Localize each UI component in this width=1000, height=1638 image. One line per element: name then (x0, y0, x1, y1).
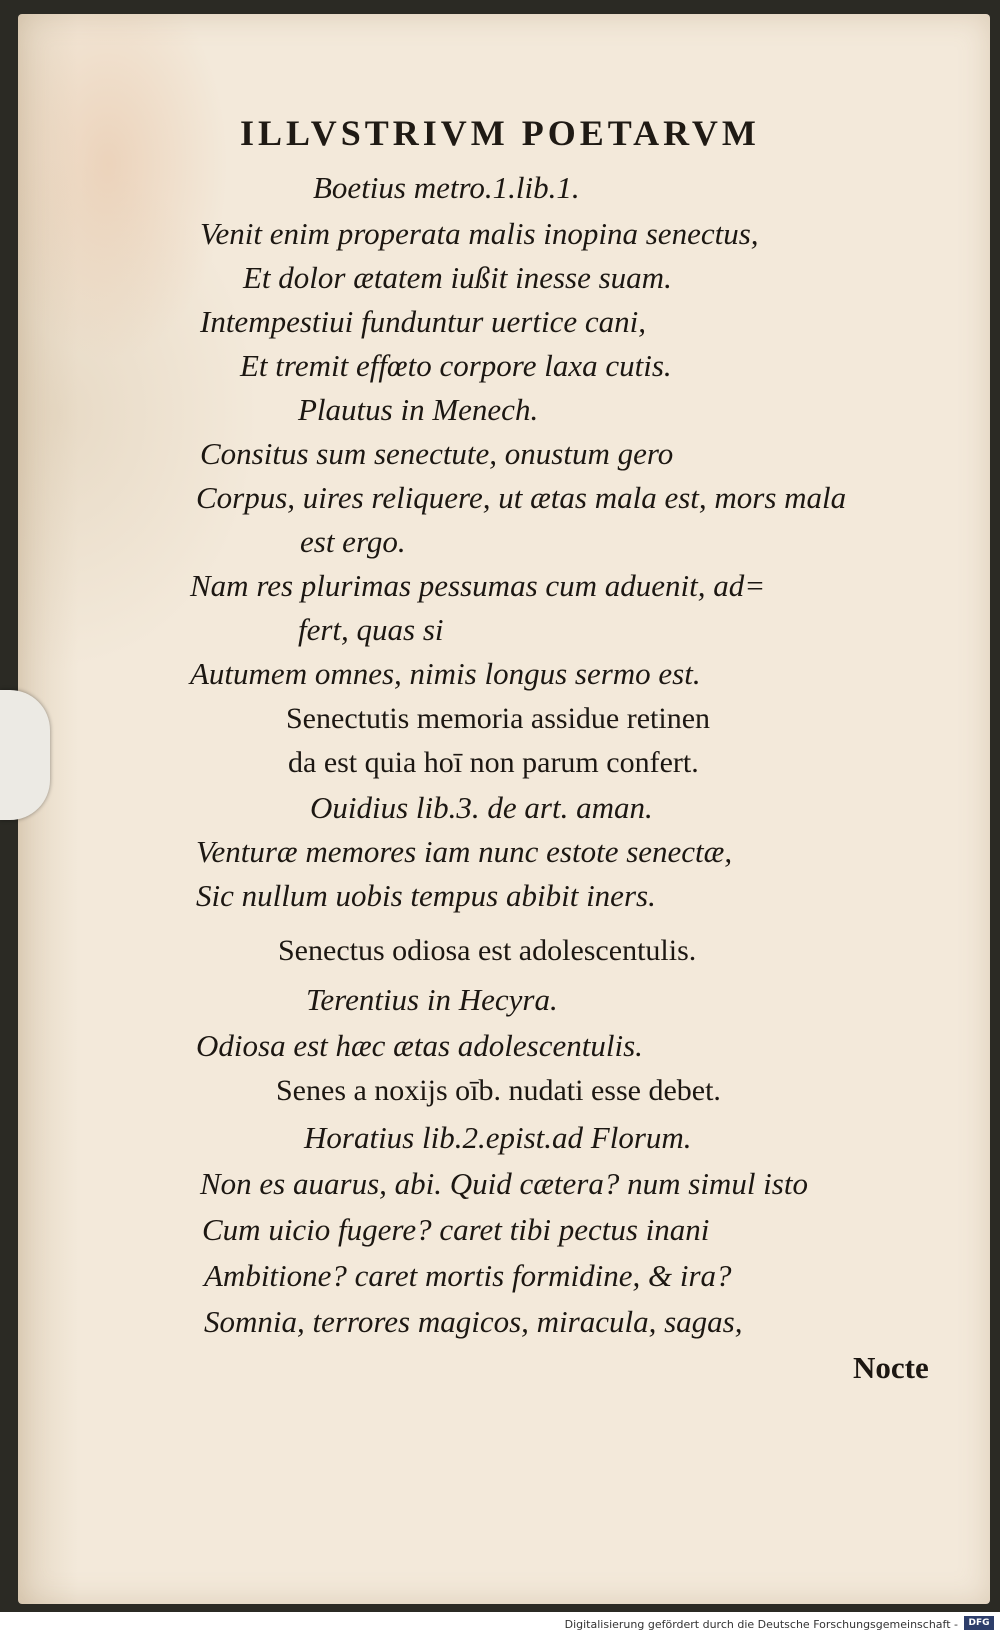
dfg-credit: Digitalisierung gefördert durch die Deutsche Forschungsgemeinschaft - (564, 1618, 958, 1631)
verse-line: Corpus, uires reliquere, ut ætas mala est, mors mala (196, 480, 847, 515)
catchword: Nocte (853, 1350, 929, 1385)
verse-line: Cum uicio fugere? caret tibi pectus inani (202, 1212, 710, 1247)
verse-line: est ergo. (300, 524, 406, 559)
verse-line: Consitus sum senectute, onustum gero (200, 436, 674, 471)
verse-line: Somnia, terrores magicos, miracula, sagas, (204, 1304, 743, 1339)
verse-line: fert, quas si (298, 612, 444, 647)
section-heading: Senectus odiosa est adolescentulis. (278, 934, 697, 967)
section-heading: Senectutis memoria assidue retinen (286, 702, 711, 735)
section-heading: Senes a noxijs oīb. nudati esse debet. (276, 1074, 721, 1107)
verse-line: Et dolor ætatem iußit inesse suam. (243, 260, 672, 295)
verse-line: Autumem omnes, nimis longus sermo est. (190, 656, 701, 691)
citation-terentius: Terentius in Hecyra. (306, 982, 558, 1017)
citation-plautus: Plautus in Menech. (298, 392, 539, 427)
verse-line: Venturæ memores iam nunc estote senectæ, (196, 834, 733, 869)
verse-line: Ambitione? caret mortis formidine, & ira? (204, 1258, 732, 1293)
verse-line: Sic nullum uobis tempus abibit iners. (196, 878, 656, 913)
dfg-logo: DFG (964, 1616, 994, 1630)
verse-line: Venit enim properata malis inopina senectus, (200, 216, 759, 251)
verse-line: Intempestiui funduntur uertice cani, (200, 304, 646, 339)
verse-line: Nam res plurimas pessumas cum aduenit, ad= (190, 568, 766, 603)
citation-ovidius: Ouidius lib.3. de art. aman. (310, 790, 653, 825)
citation-horatius: Horatius lib.2.epist.ad Florum. (304, 1120, 692, 1155)
citation-boetius: Boetius metro.1.lib.1. (313, 170, 580, 205)
verse-line: Non es auarus, abi. Quid cætera? num simul isto (200, 1166, 808, 1201)
verse-line: Odiosa est hæc ætas adolescentulis. (196, 1028, 643, 1063)
page-clip-tab (0, 690, 50, 820)
section-heading: da est quia hoī non parum confert. (288, 746, 699, 779)
verse-line: Et tremit effœto corpore laxa cutis. (240, 348, 672, 383)
running-header: ILLVSTRIVM POETARVM (240, 113, 760, 153)
